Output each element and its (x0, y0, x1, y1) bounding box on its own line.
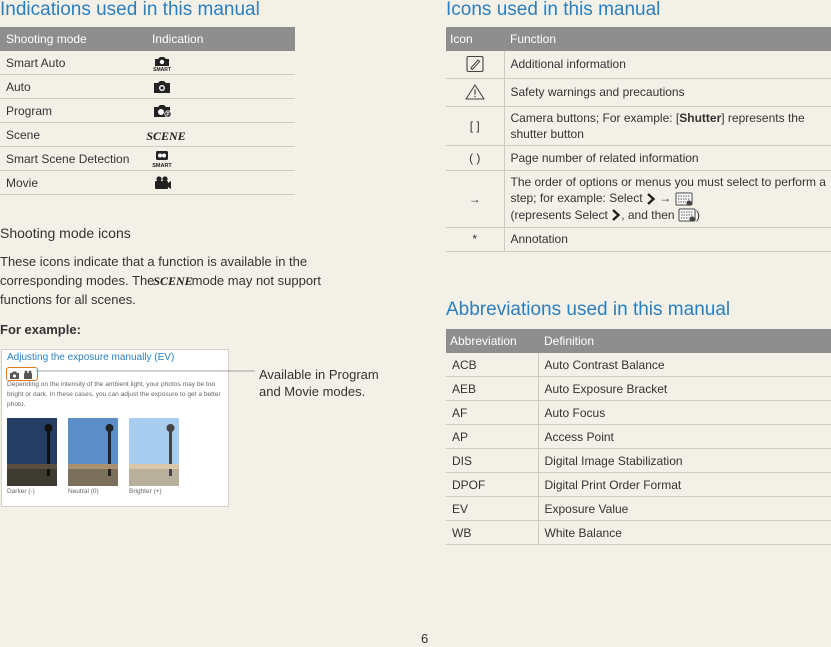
abbreviation: ACB (446, 353, 538, 377)
table-row (446, 401, 831, 425)
definition: Digital Image Stabilization (538, 449, 831, 473)
table-header: Definition (538, 329, 831, 353)
shooting-mode-icons-heading: Shooting mode icons (0, 225, 131, 241)
chevron-right-icon (611, 209, 621, 221)
function-text-part: (represents Select (510, 207, 612, 222)
mode-label: Scene (0, 123, 146, 147)
mode-label: Movie (0, 171, 146, 195)
definition: Exposure Value (538, 497, 831, 521)
table-row (446, 377, 831, 401)
definition: White Balance (538, 521, 831, 545)
function-text-part: , and then (621, 207, 678, 222)
table-row (446, 170, 831, 227)
abbreviation: DIS (446, 449, 538, 473)
settings-menu-icon (675, 191, 693, 207)
indications-title: Indications used in this manual (0, 0, 260, 20)
function-text: Additional information (504, 51, 831, 78)
definition: Auto Focus (538, 401, 831, 425)
mode-label: Smart Scene Detection (0, 147, 146, 171)
table-row (446, 227, 831, 251)
table-row (446, 78, 831, 106)
table-header: Icon (446, 27, 504, 51)
definition: Auto Exposure Bracket (538, 377, 831, 401)
parenthesis-symbol: ( ) (446, 145, 504, 170)
settings-menu-icon (678, 207, 696, 223)
abbreviations-table (446, 329, 831, 545)
table-header: Indication (146, 27, 295, 51)
svg-text:SCENE: SCENE (146, 128, 186, 143)
arrow-glyph: → (659, 190, 672, 205)
table-row (446, 425, 831, 449)
caption-brighter: Brighter (+) (129, 488, 162, 495)
abbreviation: AF (446, 401, 538, 425)
function-text-part: Camera buttons; For example: [ (510, 110, 680, 125)
icons-title: Icons used in this manual (446, 0, 661, 20)
abbreviation: DPOF (446, 473, 538, 497)
asterisk-symbol: * (446, 227, 504, 251)
table-header: Abbreviation (446, 329, 538, 353)
abbreviation: AP (446, 425, 538, 449)
definition: Digital Print Order Format (538, 473, 831, 497)
arrow-symbol: → (446, 170, 504, 227)
example-title: Adjusting the exposure manually (EV) (7, 352, 175, 363)
mode-label: Program (0, 99, 146, 123)
warning-icon (464, 83, 486, 101)
table-row (446, 145, 831, 170)
bracket-symbol: [ ] (446, 106, 504, 145)
definition: Auto Contrast Balance (538, 353, 831, 377)
for-example-label: For example: (0, 322, 81, 337)
svg-text:P: P (166, 111, 170, 118)
table-row (446, 449, 831, 473)
example-body: Depending on the intensity of the ambient light, your photos may be too bright or dark. In these cases, you can adjust the exposure to get a better photo. (7, 381, 221, 408)
page-number: 6 (421, 631, 429, 646)
function-text (504, 170, 831, 227)
abbreviation: EV (446, 497, 538, 521)
table-header: Function (504, 27, 831, 51)
table-row (446, 106, 831, 145)
paragraph-text: These icons indicate that a function is available in the corresponding modes. The (0, 254, 308, 288)
paragraph-text: mode may not support functions for all scenes. (0, 273, 321, 307)
caption-neutral: Neutral (0) (68, 488, 99, 495)
mode-label: Auto (0, 75, 146, 99)
function-text: Safety warnings and precautions (504, 78, 831, 106)
table-row (446, 521, 831, 545)
table-row (446, 353, 831, 377)
abbreviation: AEB (446, 377, 538, 401)
chevron-right-icon (646, 193, 656, 205)
table-row (446, 51, 831, 78)
table-row (446, 473, 831, 497)
note-icon (465, 55, 485, 73)
function-text-part: ) (695, 207, 700, 222)
icons-table (446, 27, 831, 252)
svg-text:SCENE: SCENE (153, 274, 193, 288)
function-text-part: The order of options or menus you must select to perform a step; for example: Select (510, 174, 826, 205)
function-text: Page number of related information (504, 145, 831, 170)
caption-darker: Darker (-) (7, 488, 35, 495)
abbreviation: WB (446, 521, 538, 545)
table-row (446, 497, 831, 521)
svg-text:SMART: SMART (153, 66, 171, 73)
function-text-part: ] represents the shutter button (510, 110, 805, 141)
abbreviations-title: Abbreviations used in this manual (446, 299, 731, 320)
definition: Access Point (538, 425, 831, 449)
mode-label: Smart Auto (0, 51, 146, 75)
function-text (504, 106, 831, 145)
callout-text: Available in Program and Movie modes. (259, 367, 379, 399)
table-header: Shooting mode (0, 27, 146, 51)
function-text: Annotation (504, 227, 831, 251)
shutter-word: Shutter (679, 110, 722, 125)
svg-text:SMART: SMART (152, 162, 172, 169)
